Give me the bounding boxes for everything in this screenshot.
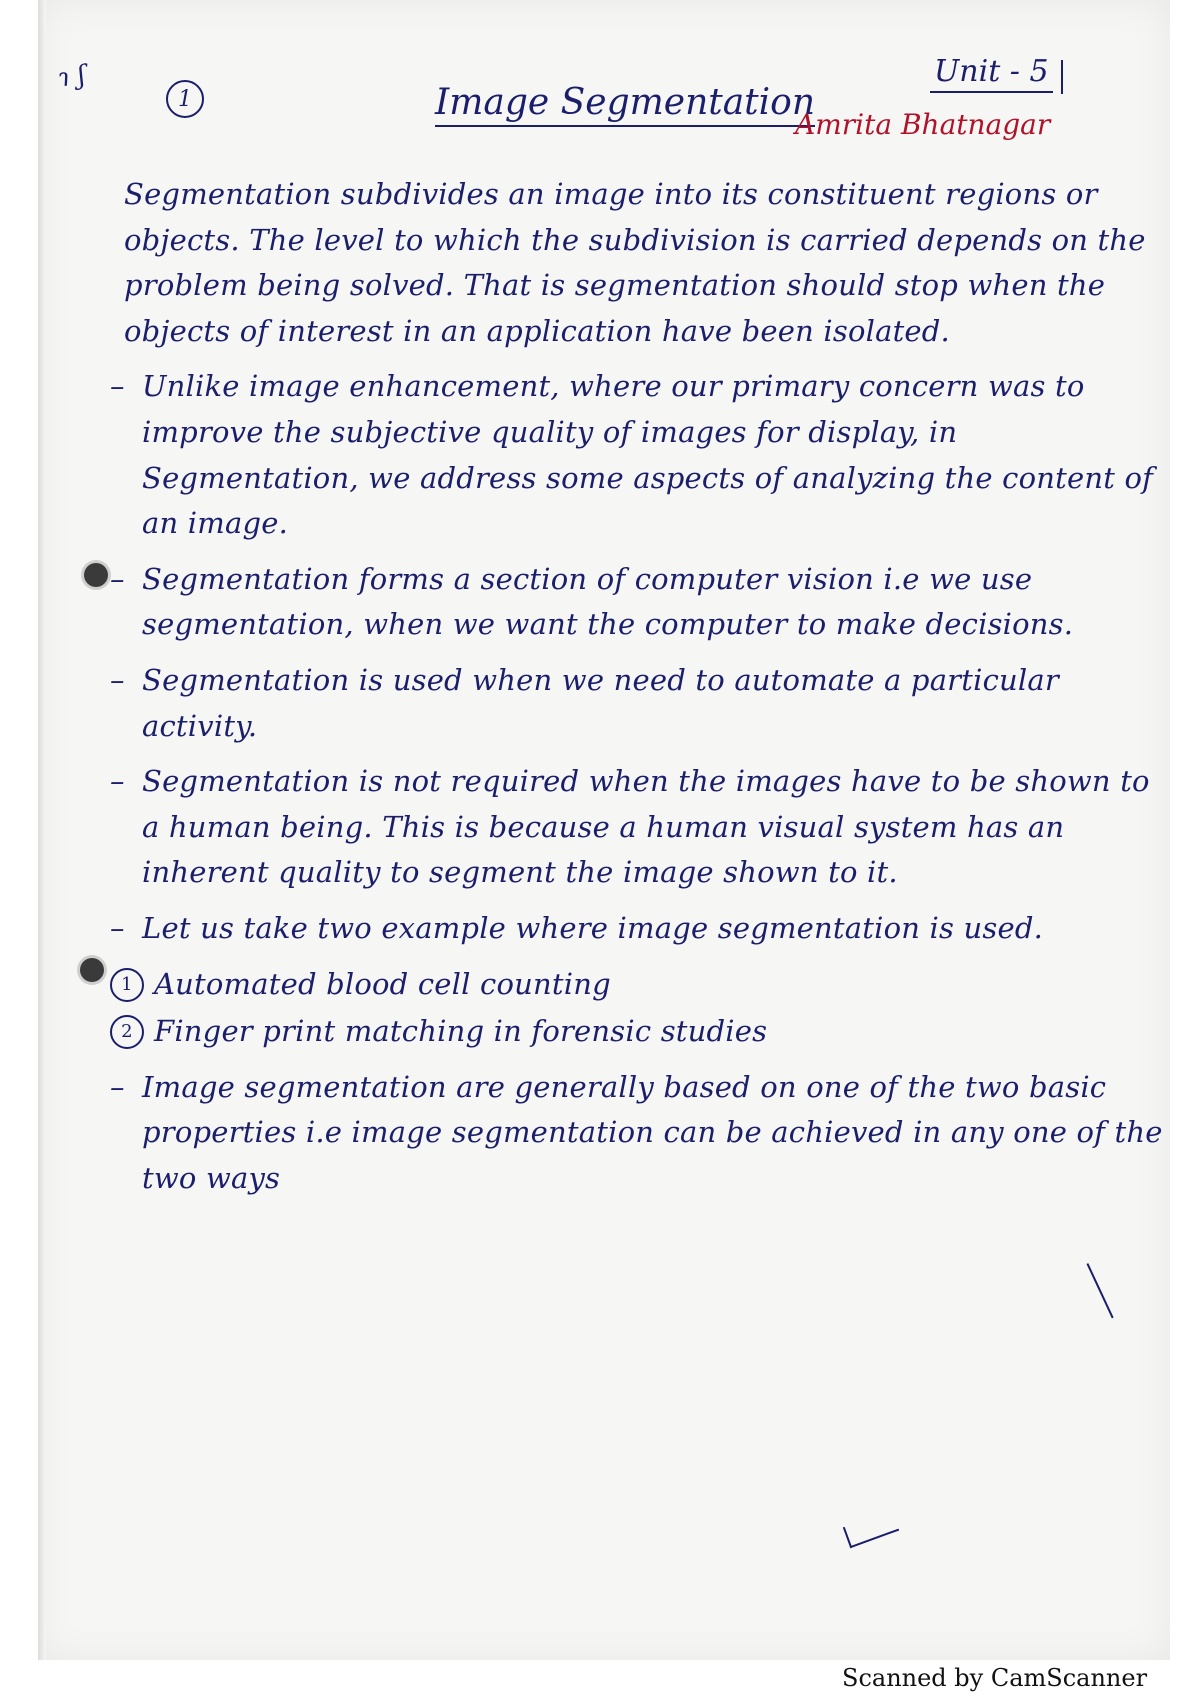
paragraph: – Image segmentation are generally based on one of the two basic properties i.e image segmentation can be achieved in any one of the two ways [110, 1065, 1170, 1202]
list-item [110, 1009, 1170, 1055]
list-number: 2 [110, 1015, 144, 1049]
notes-body [110, 172, 1170, 1211]
page-number: 1 [178, 86, 192, 112]
punch-hole-icon [80, 958, 104, 982]
punch-hole-icon [84, 563, 108, 587]
page-title: Image Segmentation [435, 82, 815, 127]
page-number-circle [166, 80, 204, 118]
paragraph: – Segmentation is used when we need to automate a particular activity. [110, 658, 1170, 749]
paragraph: – Segmentation forms a section of computer vision i.e we use segmentation, when we want the computer to make decisions. [110, 557, 1170, 648]
list-item-text: Automated blood cell counting [154, 966, 611, 1001]
paragraph: – Let us take two example where image segmentation is used. [110, 906, 1170, 952]
scanner-watermark: Scanned by CamScanner [842, 1664, 1148, 1692]
unit-label: Unit - 5 [930, 54, 1053, 93]
page-edge [38, 0, 46, 1660]
margin-scribble-icon: ɿ ʃ [56, 60, 88, 94]
list-item [110, 962, 1170, 1008]
paragraph: – Unlike image enhancement, where our primary concern was to improve the subjective quality of images for display, in Segmentation, we address some aspects of analyzing the content of an image. [110, 364, 1170, 546]
list-item-text: Finger print matching in forensic studies [154, 1014, 768, 1049]
paragraph: Segmentation subdivides an image into its constituent regions or objects. The level to which the subdivision is carried depends on the problem being solved. That is segmentation should stop when the objects of interest in an application have been isolated. [124, 177, 1146, 348]
paragraph: – Segmentation is not required when the images have to be shown to a human being. This is because a human visual system has an inherent quality to segment the image shown to it. [110, 759, 1170, 896]
list-number: 1 [110, 968, 144, 1002]
author-name: Amrita Bhatnagar [795, 108, 1051, 141]
